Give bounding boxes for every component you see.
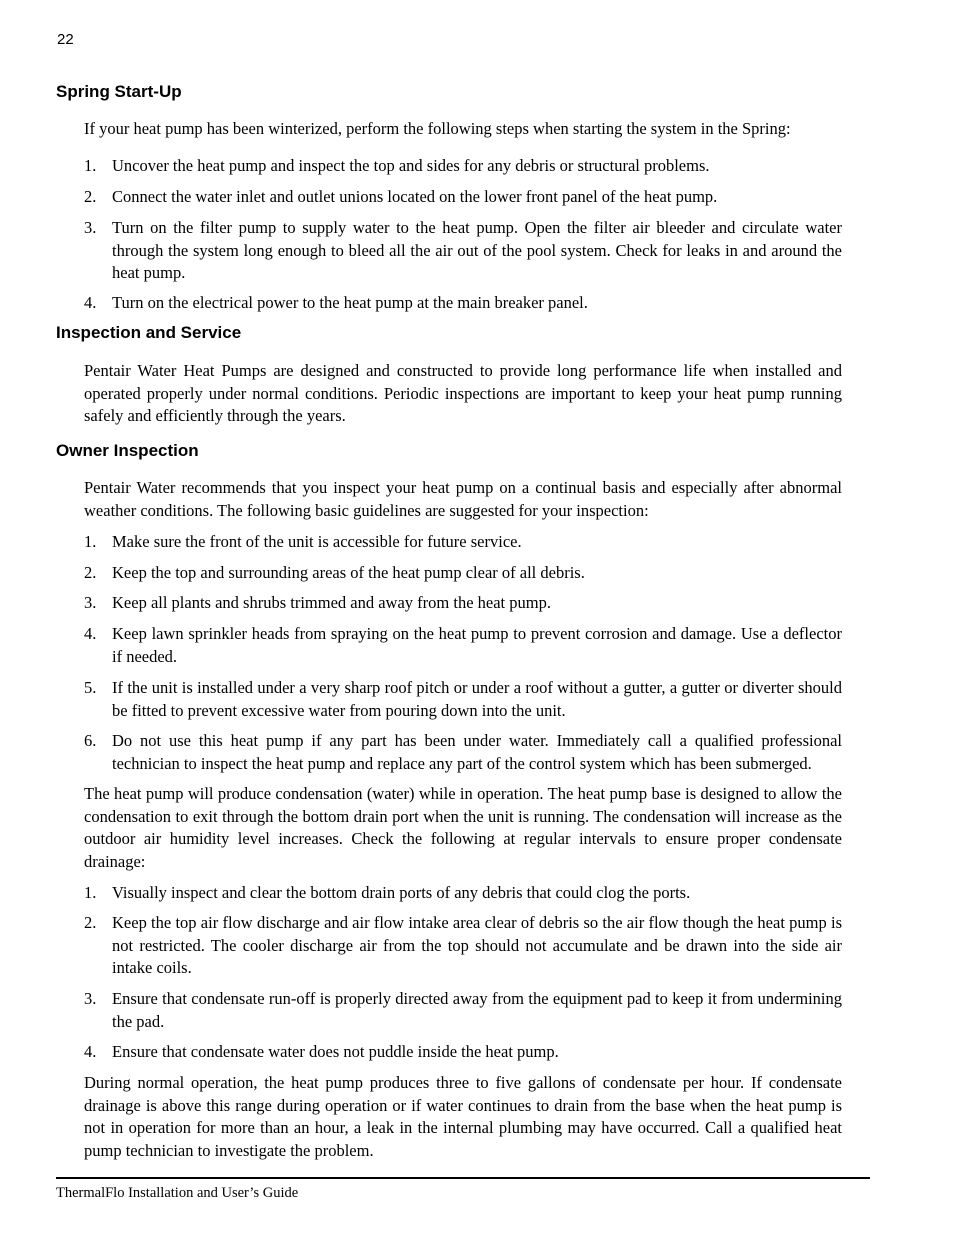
list-number: 1. <box>84 532 97 551</box>
list-text: Do not use this heat pump if any part has been under water. Immediately call a qualified professional technician to inspect the heat pump and replace any part of the control system which has been submerged. <box>112 731 842 773</box>
list-text: Turn on the electrical power to the heat pump at the main breaker panel. <box>112 293 588 312</box>
list-text: Ensure that condensate run-off is properly directed away from the equipment pad to keep it from undermining the pad. <box>112 989 842 1031</box>
list-item <box>84 912 842 980</box>
list-text: Visually inspect and clear the bottom drain ports of any debris that could clog the ports. <box>112 883 691 902</box>
closing-paragraph: During normal operation, the heat pump produces three to five gallons of condensate per hour. If condensate drainage is above this range during operation or if water continues to drain from the base when the heat pump is not in operation for more than an hour, a leak in the internal plumbing may have occurred. Call a qualified heat pump technician to investigate the problem. <box>84 1073 842 1160</box>
list-number: 4. <box>84 1042 97 1061</box>
list-number: 5. <box>84 678 97 697</box>
list-item <box>84 1041 842 1064</box>
list-item <box>84 562 842 585</box>
list-item <box>84 592 842 615</box>
list-item <box>84 217 842 285</box>
footer-title: ThermalFlo Installation and User’s Guide <box>56 1185 299 1201</box>
section-heading-spring-start-up: Spring Start-Up <box>56 82 182 101</box>
list-text: If the unit is installed under a very sharp roof pitch or under a roof without a gutter, a gutter or diverter should be fitted to prevent excessive water from pouring down into the unit. <box>112 678 842 720</box>
list-item <box>84 730 842 775</box>
list-item <box>84 292 842 315</box>
inspection-body: Pentair Water Heat Pumps are designed and constructed to provide long performance life when installed and operated properly under normal conditions. Periodic inspections are important to keep your heat pump running safely and efficiently through the years. <box>84 361 842 426</box>
list-text: Keep the top air flow discharge and air flow intake area clear of debris so the air flow though the heat pump is not restricted. The cooler discharge air from the top should not accumulate and be drawn into the side air intake coils. <box>112 913 842 978</box>
list-text: Keep the top and surrounding areas of the heat pump clear of all debris. <box>112 563 585 582</box>
list-text: Uncover the heat pump and inspect the top and sides for any debris or structural problems. <box>112 156 710 175</box>
list-number: 4. <box>84 293 97 312</box>
owner-intro: Pentair Water recommends that you inspect your heat pump on a continual basis and especially after abnormal weather conditions. The following basic guidelines are suggested for your inspection: <box>84 478 842 520</box>
list-number: 2. <box>84 187 97 206</box>
list-text: Ensure that condensate water does not puddle inside the heat pump. <box>112 1042 559 1061</box>
list-item <box>84 155 842 178</box>
list-text: Turn on the filter pump to supply water to the heat pump. Open the filter air bleeder and circulate water through the system long enough to bleed all the air out of the pool system. Check for leaks in and around the heat pump. <box>112 218 842 283</box>
list-number: 3. <box>84 593 97 612</box>
list-number: 1. <box>84 156 97 175</box>
footer-divider <box>56 1177 870 1179</box>
list-number: 3. <box>84 218 97 237</box>
list-text: Keep all plants and shrubs trimmed and away from the heat pump. <box>112 593 551 612</box>
spring-intro: If your heat pump has been winterized, perform the following steps when starting the system in the Spring: <box>84 119 791 138</box>
list-item <box>84 882 842 905</box>
list-item <box>84 531 842 554</box>
list-item <box>84 988 842 1033</box>
section-heading-owner-inspection: Owner Inspection <box>56 441 199 460</box>
list-number: 3. <box>84 989 97 1008</box>
list-number: 2. <box>84 563 97 582</box>
list-item <box>84 186 842 209</box>
list-number: 6. <box>84 731 97 750</box>
list-text: Keep lawn sprinkler heads from spraying on the heat pump to prevent corrosion and damage. Use a deflector if needed. <box>112 624 842 666</box>
list-number: 2. <box>84 913 97 932</box>
list-item <box>84 677 842 722</box>
list-item <box>84 623 842 668</box>
list-text: Connect the water inlet and outlet unions located on the lower front panel of the heat pump. <box>112 187 718 206</box>
list-text: Make sure the front of the unit is accessible for future service. <box>112 532 522 551</box>
page-number: 22 <box>57 31 74 48</box>
list-number: 1. <box>84 883 97 902</box>
section-heading-inspection-and-service: Inspection and Service <box>56 323 242 342</box>
list-number: 4. <box>84 624 97 643</box>
condensation-intro: The heat pump will produce condensation (water) while in operation. The heat pump base is designed to allow the condensation to exit through the bottom drain port when the unit is running. The condensation will increase as the outdoor air humidity level increases. Check the following at regular intervals to ensure proper condensate drainage: <box>84 784 842 871</box>
